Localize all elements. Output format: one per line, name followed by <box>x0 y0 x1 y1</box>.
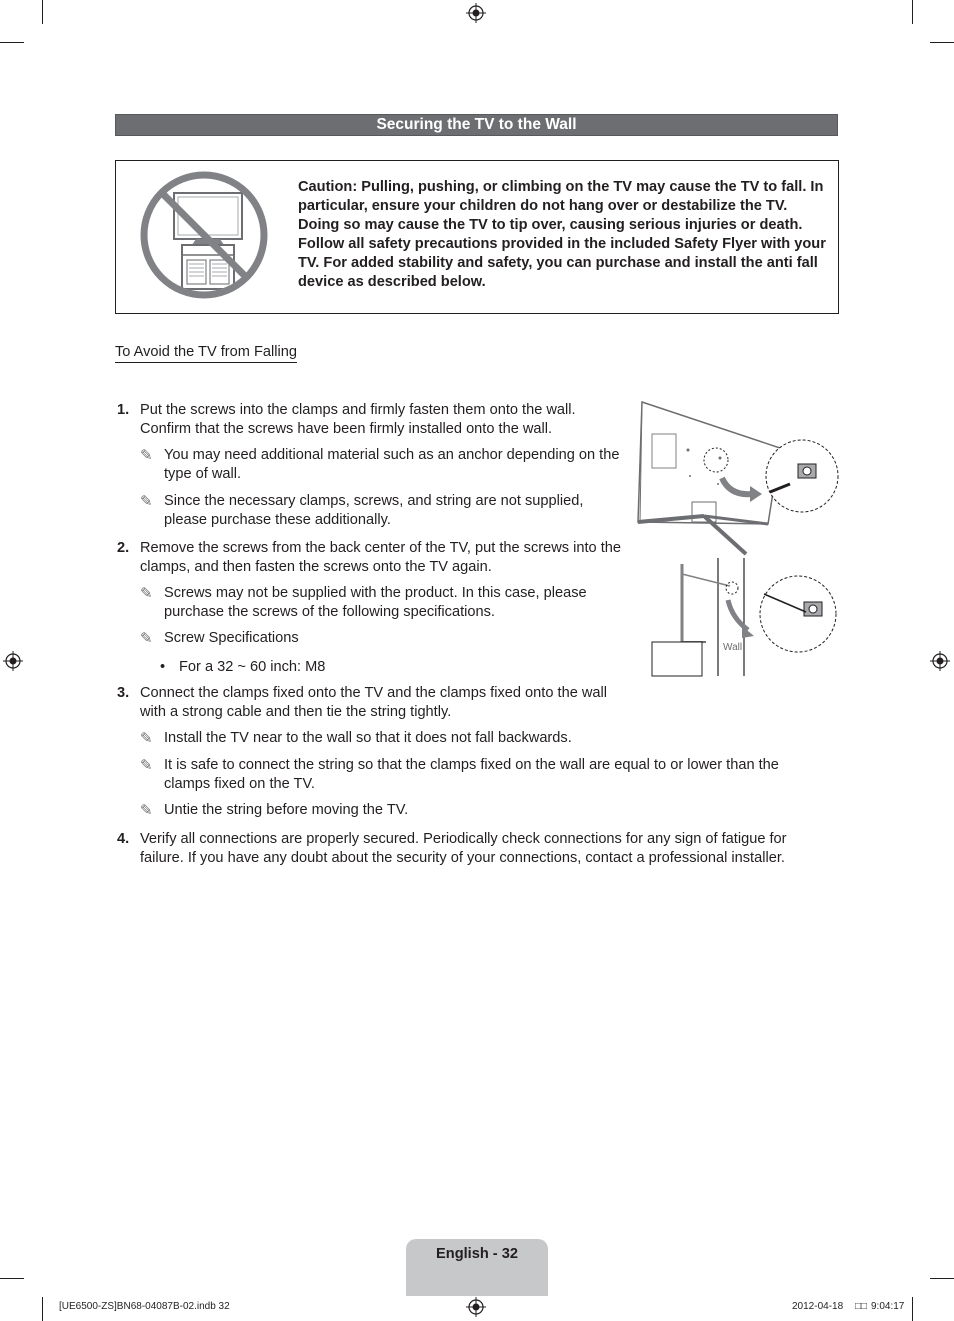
pencil-note-icon: ✎ <box>140 493 153 510</box>
crop-mark <box>42 1297 43 1321</box>
note-text: Screws may not be supplied with the product. In this case, please purchase the screws of the following specifications. <box>164 585 587 620</box>
step-text: Connect the clamps fixed onto the TV and the clamps fixed onto the wall with a strong cable and then tie the string tightly. <box>140 685 607 720</box>
crop-mark <box>0 42 24 43</box>
file-info: [UE6500-ZS]BN68-04087B-02.indb 32 <box>59 1301 230 1312</box>
page-number: English - 32 <box>436 1246 518 1262</box>
print-date: 2012-04-18 <box>792 1301 844 1312</box>
registration-mark-icon <box>930 651 950 671</box>
note-text: You may need additional material such as an anchor depending on the type of wall. <box>164 447 620 482</box>
pencil-note-icon: ✎ <box>140 757 153 774</box>
note-text: Screw Specifications <box>164 630 299 646</box>
note-text: Untie the string before moving the TV. <box>164 802 409 818</box>
pencil-note-icon: ✎ <box>140 630 153 647</box>
caution-text: Caution: Pulling, pushing, or climbing on the TV may cause the TV to fall. In particular, ensure your children do not hang over or destabilize the TV. Doing so may cause the TV to tip over, causing serious injuries or death. Follow all safety precautions provided in the included Safety Flyer with your TV. For added stability and safety, you can purchase and install the anti fall device as described below. <box>298 179 826 290</box>
registration-mark-icon <box>466 1297 486 1317</box>
crop-mark <box>930 42 954 43</box>
crop-mark <box>912 0 913 24</box>
registration-mark-icon <box>3 651 23 671</box>
note-text: Since the necessary clamps, screws, and string are not supplied, please purchase these additionally. <box>164 493 584 528</box>
crop-mark <box>0 1278 24 1279</box>
pencil-note-icon: ✎ <box>140 730 153 747</box>
crop-mark <box>912 1297 913 1321</box>
crop-mark <box>930 1278 954 1279</box>
wall-anchor-diagram <box>630 396 845 678</box>
step-text: Verify all connections are properly secured. Periodically check connections for any sign of fatigue for failure. If you have any doubt about the security of your connections, contact a professional installer. <box>140 831 787 866</box>
bullet-text: For a 32 ~ 60 inch: M8 <box>179 659 326 675</box>
step-number: 4. <box>117 831 130 847</box>
pencil-note-icon: ✎ <box>140 585 153 602</box>
wall-label: Wall <box>723 642 743 653</box>
step-number: 3. <box>117 685 130 701</box>
pencil-note-icon: ✎ <box>140 802 153 819</box>
subheading: To Avoid the TV from Falling <box>115 343 297 363</box>
registration-mark-icon <box>466 3 486 23</box>
step-text: Put the screws into the clamps and firmly fasten them onto the wall. Confirm that the screws have been firmly installed onto the wall. <box>140 402 576 437</box>
crop-mark <box>42 0 43 24</box>
print-glyph: □□ <box>855 1301 868 1312</box>
step-number: 1. <box>117 402 130 418</box>
print-time: 9:04:17 <box>871 1301 905 1312</box>
note-text: It is safe to connect the string so that the clamps fixed on the wall are equal to or lower than the clamps fixed on the TV. <box>164 757 779 792</box>
step-text: Remove the screws from the back center of the TV, put the screws into the clamps, and then fasten the screws onto the TV again. <box>140 540 622 575</box>
pencil-note-icon: ✎ <box>140 447 153 464</box>
no-climbing-tv-icon <box>138 169 270 301</box>
caution-box <box>115 160 839 314</box>
step-number: 2. <box>117 540 130 556</box>
bullet-dot: • <box>160 659 166 675</box>
section-title: Securing the TV to the Wall <box>115 114 838 136</box>
note-text: Install the TV near to the wall so that it does not fall backwards. <box>164 730 572 746</box>
